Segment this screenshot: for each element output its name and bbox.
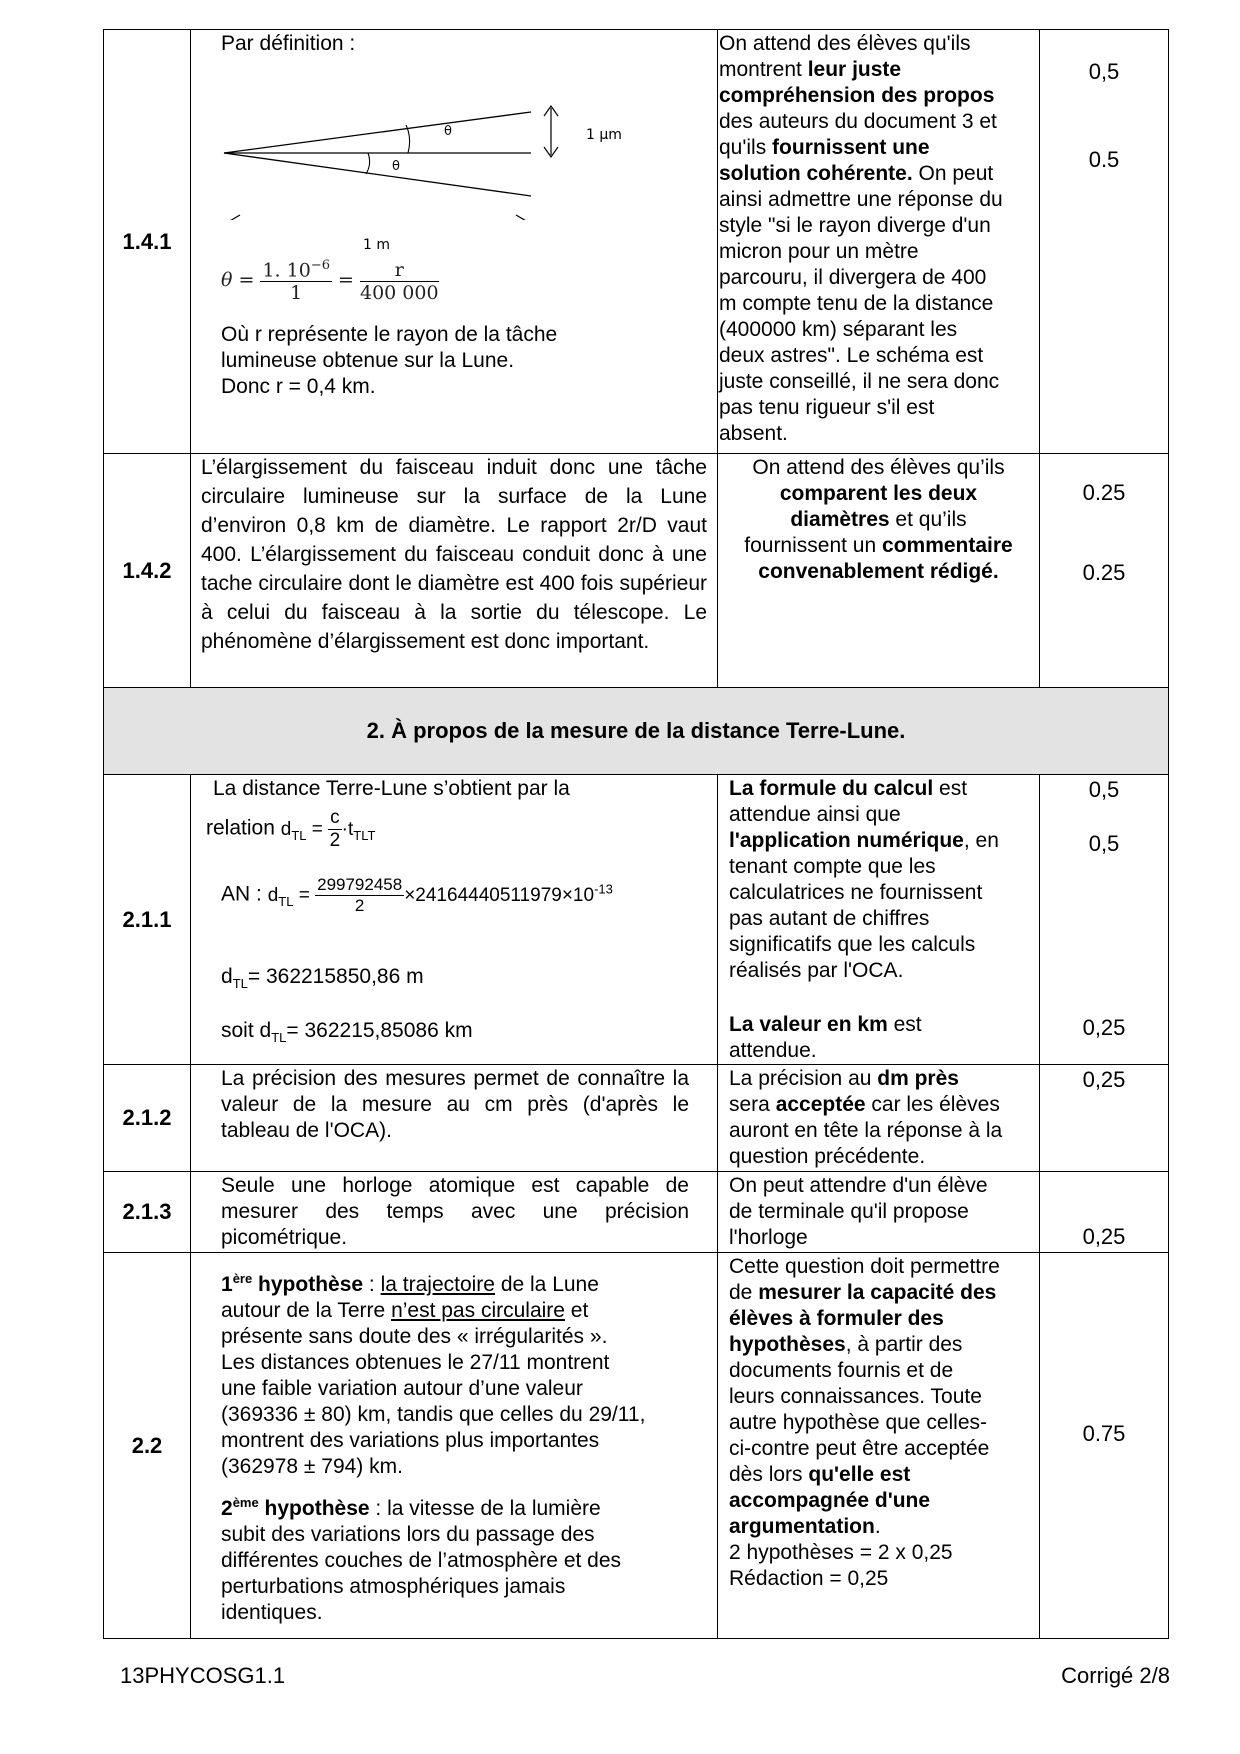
points-cell (1040, 1253, 1169, 1639)
criteria-line: dès lors qu'elle est (729, 1463, 911, 1486)
criteria-line: question précédente. (729, 1145, 926, 1168)
row-2-1-2 (104, 1065, 1169, 1172)
criteria-line: sera acceptée car les élèves (729, 1093, 1000, 1116)
criteria-line: autre hypothèse que celles- (729, 1411, 987, 1434)
divergence-diagram (216, 70, 666, 220)
criteria-cell (718, 454, 1040, 688)
micron-label: 1 µm (586, 127, 622, 143)
formula-den1: 1 (290, 282, 303, 305)
question-number: 2.1.1 (104, 775, 191, 1065)
criteria-line: La formule du calcul est (729, 777, 968, 800)
points-value: 0,5 (1088, 777, 1120, 802)
points-cell (1040, 30, 1169, 454)
criteria-line: attendue ainsi que (729, 803, 901, 826)
points-cell (1040, 1065, 1169, 1172)
criteria-line: significatifs que les calculs (729, 933, 976, 956)
result-km: soit $d_{TL}= 362215,85086$ km (221, 1019, 473, 1046)
criteria-line: pas autant de chiffres (729, 907, 930, 930)
criteria-line: diamètres et qu’ils (790, 508, 967, 531)
theta-label-bottom: θ (392, 159, 400, 174)
criteria-line: ainsi admettre une réponse du (719, 188, 1003, 211)
criteria-cell (718, 1172, 1040, 1253)
section-title: 2. À propos de la mesure de la distance Terre-Lune. (104, 688, 1169, 775)
numeric-application: AN : $d_{TL}$ = $\frac{299792458}{2}$ $\times 24164440511979\times 10^{-13}$ (221, 875, 613, 915)
criteria-line: argumentation. (729, 1515, 881, 1538)
grading-table (103, 29, 1169, 1639)
criteria-line: La précision au dm près (729, 1067, 959, 1090)
answer-cell (191, 775, 718, 1065)
points-value: 0.5 (1088, 147, 1120, 172)
criteria-line: tenant compte que les (729, 855, 936, 878)
criteria-line: attendue. (729, 1039, 817, 1062)
question-number: 1.4.1 (104, 30, 191, 454)
criteria-line: 2 hypothèses = 2 x 0,25 (729, 1541, 953, 1564)
criteria-line: l'application numérique, en (729, 829, 999, 852)
points-value: 0,5 (1088, 831, 1120, 856)
meter-label-svg (363, 234, 423, 254)
criteria-cell (718, 775, 1040, 1065)
criteria-cell (718, 1253, 1040, 1639)
points-cell (1040, 775, 1169, 1065)
answer-text: Seule une horloge atomique est capable de mesurer des temps avec une précision picométrique. (221, 1174, 689, 1249)
points-cell (1040, 1172, 1169, 1253)
criteria-line: l'horloge (729, 1226, 808, 1249)
theta-label-top: θ (444, 124, 452, 139)
hypothesis-2: 2ème hypothèse : la vitesse de la lumière subit des variations lors du passage des différentes couches de l’atmosphère et des perturbations atmosphériques jamais identiques. (221, 1495, 622, 1624)
criteria-line: montrent leur juste (719, 58, 902, 81)
answer-cell (191, 1253, 718, 1639)
question-number: 2.2 (104, 1253, 191, 1639)
hypothesis-1: 1ère hypothèse : la trajectoire de la Lune autour de la Terre n’est pas circulaire et présente sans doute des « irrégularités ». Les distances obtenues le 27/11 montrent une faible variation autour d’une valeur (369336 ± 80) km, tandis que celles du 29/11, montrent des variations plus importantes (362978 ± 794) km. (221, 1271, 646, 1478)
result-meters: $d_{TL}= 362215850,86$ m (221, 965, 424, 992)
criteria-line: auront en tête la réponse à la (729, 1119, 1003, 1142)
answer-text: La précision des mesures permet de connaître la valeur de la mesure au cm près (d'après le tableau de l'OCA). (221, 1067, 689, 1142)
formula-exp1: −6 (310, 258, 330, 273)
criteria-line: absent. (719, 422, 788, 445)
criteria-line: fournissent un commentaire (744, 534, 1013, 557)
criteria-line: Rédaction = 0,25 (729, 1567, 889, 1590)
criteria-line: accompagnée d'une (729, 1489, 931, 1512)
criteria-line: leurs connaissances. Toute (729, 1385, 982, 1408)
criteria-line: micron pour un mètre (719, 240, 919, 263)
criteria-line: documents fournis et de (729, 1359, 954, 1382)
row-2-2 (104, 1253, 1169, 1639)
points-value: 0.75 (1082, 1421, 1126, 1446)
explanation-line: Où r représente le rayon de la tâche (221, 323, 558, 346)
question-number: 1.4.2 (104, 454, 191, 688)
criteria-line: ci-contre peut être acceptée (729, 1437, 990, 1460)
criteria-line: calculatrices ne fournissent (729, 881, 983, 904)
criteria-line: solution cohérente. On peut (719, 162, 994, 185)
answer-cell (191, 1172, 718, 1253)
section-row (104, 688, 1169, 775)
formula-num1: 1. 10 (262, 259, 311, 282)
relation-intro: La distance Terre-Lune s’obtient par la (213, 777, 570, 800)
formula-den2: 400 000 (359, 281, 439, 304)
answer-cell (191, 30, 718, 454)
answer-cell (191, 1065, 718, 1172)
points-value: 0,25 (1082, 1224, 1126, 1249)
criteria-line: Cette question doit permettre (729, 1255, 1000, 1278)
footer-page: Corrigé 2/8 (1061, 1663, 1170, 1688)
criteria-line: On peut attendre d'un élève (729, 1174, 988, 1197)
intro-text: Par définition : (221, 32, 356, 55)
meter-label: 1 m (363, 237, 390, 253)
criteria-line: m compte tenu de la distance (719, 292, 994, 315)
row-2-1-1 (104, 775, 1169, 1065)
row-1-4-2 (104, 454, 1169, 688)
criteria-cell (718, 1065, 1040, 1172)
formula-num2: r (360, 259, 439, 282)
explanation-line: lumineuse obtenue sur la Lune. (221, 349, 515, 372)
row-2-1-3 (104, 1172, 1169, 1253)
points-value: 0,25 (1082, 1067, 1126, 1092)
criteria-line: (400000 km) séparant les (719, 318, 958, 341)
criteria-line: deux astres". Le schéma est (719, 344, 984, 367)
answer-text: L’élargissement du faisceau induit donc une tâche circulaire lumineuse sur la surface de la Lune d’environ 0,8 km de diamètre. Le rapport 2r/D vaut 400. L’élargissement du faisceau conduit donc à une tache circulaire dont le diamètre est 400 fois supérieur à celui du faisceau à la sortie du télescope. Le phénomène d’élargissement est donc important. (201, 456, 707, 653)
points-value: 0,25 (1082, 1015, 1126, 1040)
criteria-line: élèves à formuler des (729, 1307, 944, 1330)
points-value: 0,5 (1088, 59, 1120, 84)
criteria-line: de terminale qu'il propose (729, 1200, 969, 1223)
criteria-line: pas tenu rigueur s'il est (719, 396, 935, 419)
points-cell (1040, 454, 1169, 688)
criteria-line: de mesurer la capacité des (729, 1281, 997, 1304)
relation-formula: relation $d_{TL}$ = $\frac{c}{2}$ $\cdot t_{TLT}$ (206, 807, 376, 851)
criteria-line: On attend des élèves qu’ils (752, 456, 1005, 479)
row-1-4-1 (104, 30, 1169, 454)
footer-code: 13PHYCOSG1.1 (120, 1663, 286, 1688)
criteria-line: convenablement rédigé. (758, 560, 999, 583)
points-value: 0.25 (1082, 480, 1126, 505)
question-number: 2.1.3 (104, 1172, 191, 1253)
criteria-line: parcouru, il divergera de 400 (719, 266, 987, 289)
criteria-cell (718, 30, 1040, 454)
criteria-line: juste conseillé, il ne sera donc (719, 370, 1000, 393)
criteria-line: hypothèses, à partir des (729, 1333, 963, 1356)
theta-formula: θ = $\frac{1. 10^{-6}}{1}$ = $\frac{r}{400 000}$ (221, 258, 439, 305)
points-value: 0.25 (1082, 560, 1126, 585)
criteria-line: des auteurs du document 3 et (719, 110, 997, 133)
criteria-line: La valeur en km est (729, 1013, 922, 1036)
criteria-line: qu'ils fournissent une (719, 136, 930, 159)
criteria-line: réalisés par l'OCA. (729, 959, 904, 982)
result-line: Donc r = 0,4 km. (221, 375, 376, 398)
criteria-line: On attend des élèves qu'ils (719, 32, 971, 55)
criteria-line: compréhension des propos (719, 84, 995, 107)
criteria-line: comparent les deux (779, 482, 978, 505)
question-number: 2.1.2 (104, 1065, 191, 1172)
criteria-line: style "si le rayon diverge d'un (719, 214, 991, 237)
answer-cell (191, 454, 718, 688)
formula-theta: θ (221, 269, 233, 292)
